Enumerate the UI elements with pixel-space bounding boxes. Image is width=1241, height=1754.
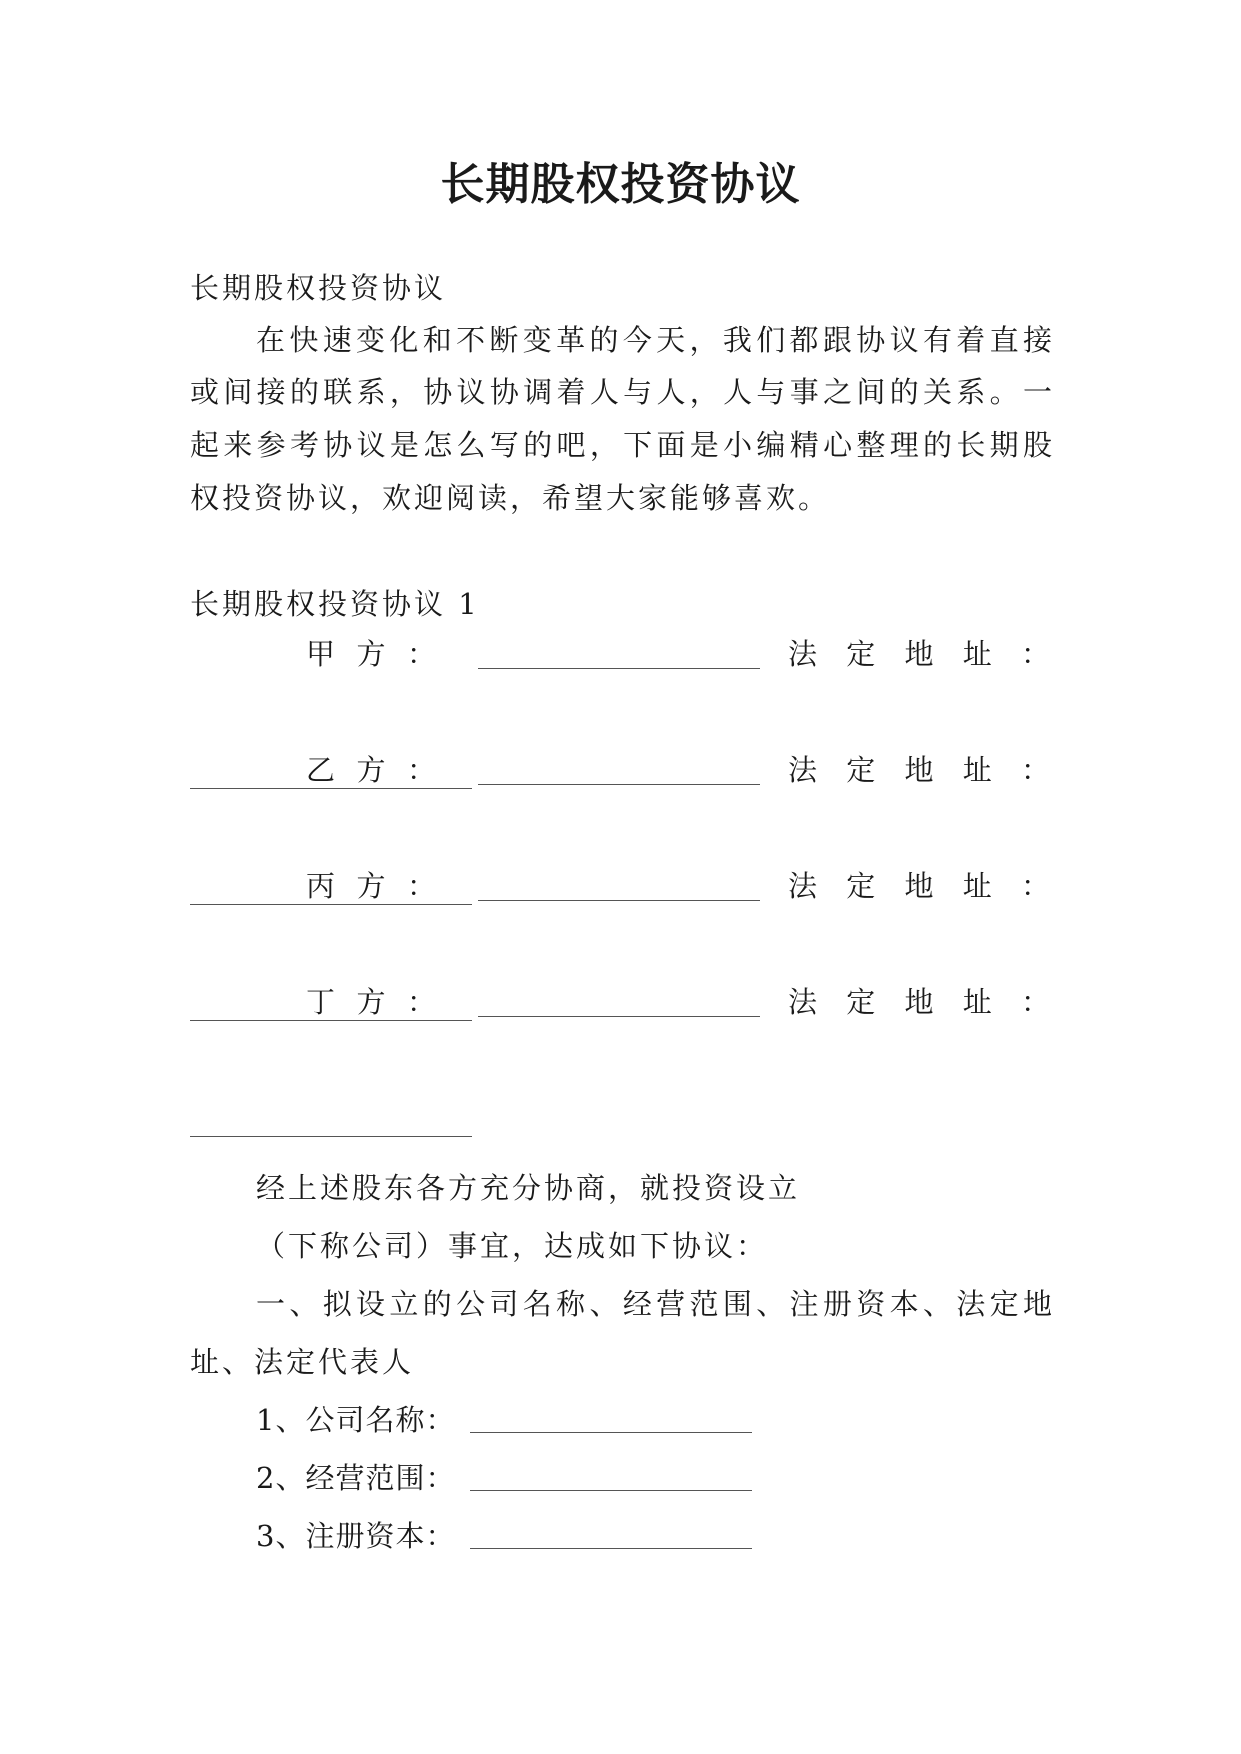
address-label: 法 定 地 址 ： bbox=[788, 753, 1050, 787]
agreement-line: 址、法定代表人 bbox=[190, 1345, 415, 1379]
address-label: 法 定 地 址 ： bbox=[788, 869, 1050, 903]
field-blank bbox=[470, 1548, 752, 1549]
intro-line: 在快速变化和不断变革的今天，我们都跟协议有着直接 bbox=[256, 323, 1052, 357]
address-label: 法 定 地 址 ： bbox=[788, 637, 1050, 671]
intro-line: 权投资协议，欢迎阅读，希望大家能够喜欢。 bbox=[190, 481, 831, 515]
field-label: 1、公司名称： bbox=[256, 1403, 456, 1437]
address-blank bbox=[190, 1136, 472, 1137]
document-subtitle: 长期股权投资协议 bbox=[190, 271, 447, 305]
agreement-line: 一、拟设立的公司名称、经营范围、注册资本、法定地 bbox=[256, 1287, 1052, 1321]
page-title: 长期股权投资协议 bbox=[440, 159, 801, 210]
party-name-label: 丁 方 ： bbox=[306, 985, 436, 1019]
field-label: 3、注册资本： bbox=[256, 1519, 456, 1553]
intro-line: 起来参考协议是怎么写的吧，下面是小编精心整理的长期股 bbox=[190, 428, 1052, 462]
address-label: 法 定 地 址 ： bbox=[788, 985, 1050, 1019]
party-name-label: 乙 方 ： bbox=[306, 753, 436, 787]
field-blank bbox=[470, 1490, 752, 1491]
party-name-blank bbox=[478, 668, 760, 669]
intro-line: 或间接的联系，协议协调着人与人，人与事之间的关系。一 bbox=[190, 375, 1052, 409]
party-name-blank bbox=[478, 1016, 760, 1017]
party-name-blank bbox=[478, 900, 760, 901]
party-name-label: 丙 方 ： bbox=[306, 869, 436, 903]
party-name-label: 甲 方 ： bbox=[306, 637, 436, 671]
section-heading: 长期股权投资协议 1 bbox=[190, 587, 480, 621]
field-label: 2、经营范围： bbox=[256, 1461, 456, 1495]
agreement-line: 经上述股东各方充分协商，就投资设立 bbox=[256, 1171, 801, 1205]
party-name-blank bbox=[478, 784, 760, 785]
agreement-line: （下称公司）事宜，达成如下协议： bbox=[256, 1229, 769, 1263]
field-blank bbox=[470, 1432, 752, 1433]
